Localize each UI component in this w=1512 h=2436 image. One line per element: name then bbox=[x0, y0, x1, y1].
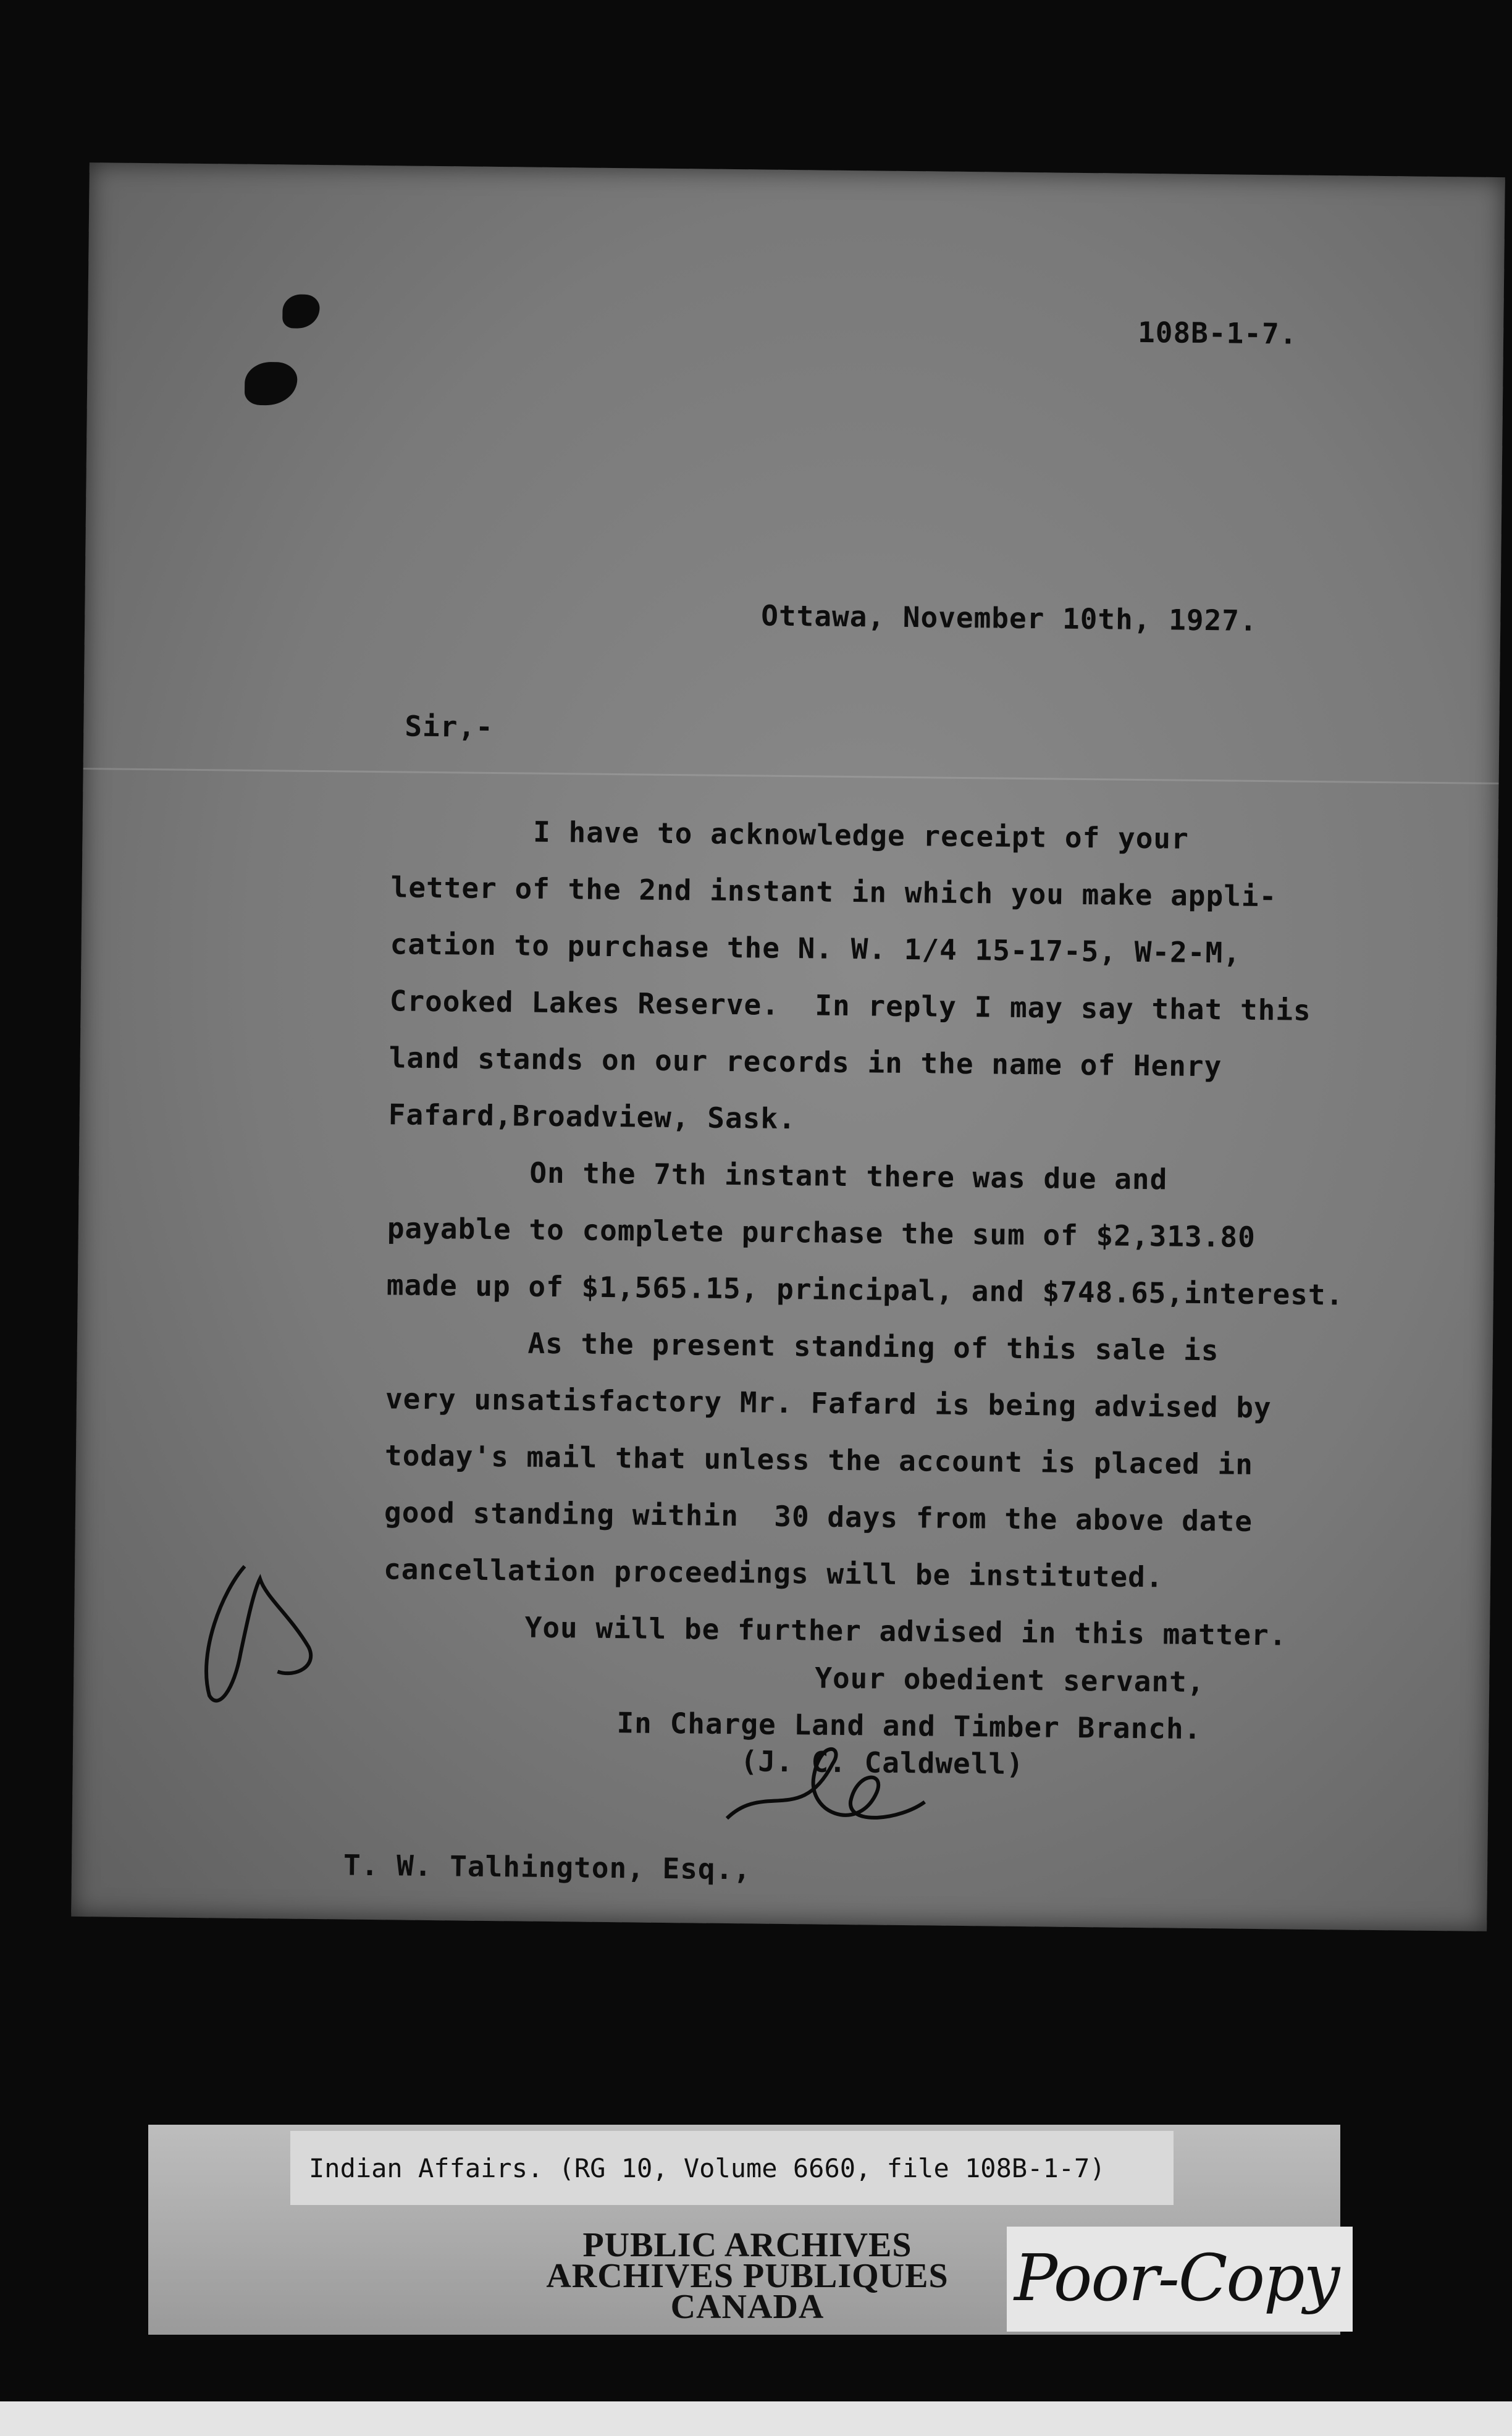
body-line: good standing within 30 days from the above date bbox=[384, 1495, 1253, 1538]
body-line: today's mail that unless the account is placed in bbox=[384, 1438, 1254, 1481]
body-line: Crooked Lakes Reserve. In reply I may say that this bbox=[389, 984, 1312, 1027]
letter-body bbox=[383, 802, 1442, 1665]
addressee: T. W. Talhington, Esq., bbox=[343, 1848, 752, 1886]
closing-line: Your obedient servant, bbox=[815, 1661, 1205, 1699]
body-line: very unsatisfactory Mr. Fafard is being advised by bbox=[385, 1382, 1272, 1425]
handwritten-signature bbox=[714, 1726, 950, 1864]
archive-stamp bbox=[531, 2226, 964, 2326]
archive-reference: Indian Affairs. (RG 10, Volume 6660, file 108B-1-7) bbox=[309, 2153, 1106, 2183]
file-reference: 108B-1-7. bbox=[1137, 315, 1298, 351]
letter-sheet bbox=[71, 162, 1505, 1931]
archive-reference-tag bbox=[290, 2131, 1174, 2205]
closing-line: In Charge Land and Timber Branch. bbox=[616, 1706, 1202, 1746]
closing-line: (J. C. Caldwell) bbox=[616, 1743, 1025, 1781]
handwritten-initials bbox=[185, 1553, 335, 1715]
body-line: As the present standing of this sale is bbox=[385, 1325, 1219, 1367]
body-line: made up of $1,565.15, principal, and $748.65,interest. bbox=[386, 1268, 1344, 1312]
body-line: land stands on our records in the name of Henry bbox=[388, 1041, 1222, 1083]
body-line: letter of the 2nd instant in which you make appli- bbox=[390, 870, 1277, 914]
body-line: Fafard,Broadview, Sask. bbox=[388, 1098, 797, 1136]
letter-date: Ottawa, November 10th, 1927. bbox=[761, 598, 1258, 637]
body-line: cancellation proceedings will be instituted. bbox=[383, 1552, 1164, 1594]
bottom-border bbox=[0, 2401, 1512, 2436]
ink-blot-bottom bbox=[245, 362, 298, 406]
body-line: You will be further advised in this matter. bbox=[382, 1609, 1287, 1652]
poor-copy-tag bbox=[1007, 2227, 1353, 2332]
ink-blot-top bbox=[282, 294, 320, 329]
body-line: On the 7th instant there was due and bbox=[387, 1154, 1168, 1196]
stamp-line: ARCHIVES PUBLIQUES bbox=[546, 2257, 949, 2295]
poor-copy-note: Poor-Copy bbox=[1014, 2240, 1339, 2316]
archive-label bbox=[148, 2125, 1340, 2335]
letter-closing bbox=[579, 1647, 1445, 1787]
stamp-line: CANADA bbox=[670, 2288, 825, 2326]
salutation: Sir,- bbox=[405, 709, 494, 744]
stamp-line: PUBLIC ARCHIVES bbox=[582, 2226, 912, 2264]
body-line: I have to acknowledge receipt of your bbox=[391, 813, 1190, 855]
body-line: cation to purchase the N. W. 1/4 15-17-5, W-2-M, bbox=[390, 927, 1241, 970]
paper-fold bbox=[83, 768, 1499, 784]
body-line: payable to complete purchase the sum of $2,313.80 bbox=[387, 1211, 1256, 1254]
